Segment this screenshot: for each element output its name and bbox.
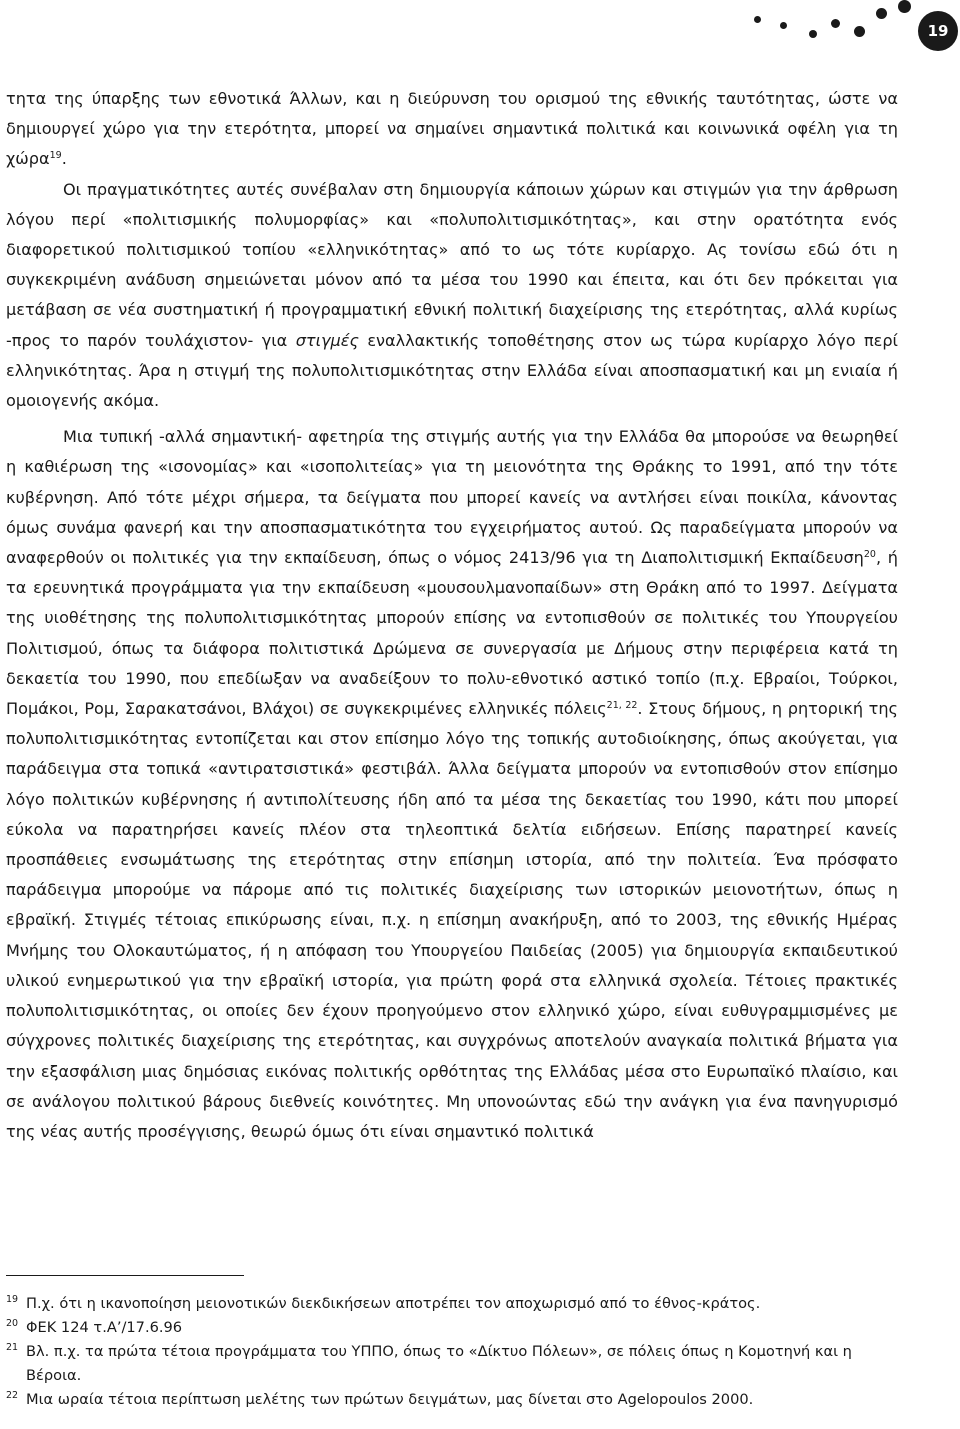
paragraph-text: Μια τυπική -αλλά σημαντική- αφετηρία της στιγμής αυτής για την Ελλάδα θα μπορούσε να θεωρηθεί η καθιέρωση της «ισονομίας» και «ισοπολιτείας» για τη μειονότητα της Θράκης το 1991, από την τότε κυβέρνηση. Από τότε μέχρι σήμερα, τα δείγματα που μπορεί κανείς να αντλήσει είναι ποικίλα, κάνοντας όμως συνάμα φανερή και την αποσπασματικότητα του εγχειρήματος αυτού. Ως παραδείγματα μπορούν να αναφερθούν οι πολιτικές για την εκπαίδευση, όπως ο νόμος 2413/96 για τη Διαπολιτισμική Εκπαίδευση	[6, 427, 898, 568]
paragraph-text: , ή τα ερευνητικά προγράμματα για την εκπαίδευση «μουσουλμανοπαίδων» στη Θράκη από το 1997. Δείγματα της υιοθέτησης της πολυπολιτισμικότητας μπορούν επίσης να εντοπισθούν σε πολιτικές του Υπουργείου Πολιτισμού, όπως τα διάφορα πολιτιστικά Δρώμενα σε συνεργασία με Δήμους στην περιφέρεια κατά τη δεκαετία του 1990, που επεδίωξαν να αναδείξουν το πολυ-εθνοτικό αστικό τοπίο (π.χ. Εβραίοι, Τούρκοι, Πομάκοι, Ρομ, Σαρακατσάνοι, Βλάχοι) σε συγκεκριμένες ελληνικές πόλεις	[6, 548, 898, 719]
paragraph-3	[6, 422, 898, 1147]
paragraph-text: Οι πραγματικότητες αυτές συνέβαλαν στη δημιουργία κάποιων χώρων και στιγμών για την άρθρωση λόγου περί «πολιτισμικής πολυμορφίας» και «πολυπολιτισμικότητας», και στην ορατότητα ενός διαφορετικού πολιτισμικού τοπίου «ελληνικότητας» από το ως τότε κυρίαρχο. Ας τονίσω εδώ ότι η συγκεκριμένη ανάδυση σημειώνεται μόνον από τα μέσα του 1990 και έπειτα, και ότι δεν πρόκειται για μετάβαση σε νέα συστηματική ή προγραμματική εθνική πολιτική διαχείρισης της ετερότητας, αλλά κυρίως -προς το παρόν τουλάχιστον- για	[6, 179, 898, 350]
decorative-dot	[854, 26, 865, 37]
footnote-22	[6, 1388, 898, 1412]
body-text	[6, 84, 898, 1147]
page-number: 19	[927, 22, 949, 40]
footnote-number: 21	[6, 1342, 19, 1353]
footnote-21	[6, 1340, 898, 1388]
decorative-dot	[898, 0, 911, 13]
footnote-ref-20[interactable]: 20	[863, 549, 876, 561]
emphasis-text: στιγμές	[295, 330, 359, 350]
decorative-dot	[876, 8, 887, 19]
footnote-19	[6, 1292, 898, 1316]
footnote-ref-22[interactable]: 22	[625, 700, 638, 712]
footnote-text: Βλ. π.χ. τα πρώτα τέτοια προγράμματα του ΥΠΠΟ, όπως το «Δίκτυο Πόλεων», σε πόλεις όπως η Κομοτηνή και η Βέροια.	[26, 1343, 852, 1384]
paragraph-text: .	[61, 149, 67, 169]
header-decoration	[730, 0, 960, 60]
footnote-text: Π.χ. ότι η ικανοποίηση μειονοτικών διεκδικήσεων αποτρέπει τον αποχωρισμό από το έθνος-κράτος.	[26, 1295, 761, 1312]
decorative-dot	[780, 22, 787, 29]
footnote-number: 22	[6, 1390, 19, 1401]
paragraph-text: τητα της ύπαρξης των εθνοτικά Άλλων, και η διεύρυνση του ορισμού της εθνικής ταυτότητας, ώστε να δημιουργεί χώρο για την ετερότητα, μπορεί να σημαίνει σημαντικά πολιτικά και κοινωνικά οφέλη για τη χώρα	[6, 89, 898, 169]
footnote-ref-21[interactable]: 21	[606, 700, 619, 712]
paragraph-1	[6, 84, 898, 175]
decorative-dot	[831, 19, 840, 28]
decorative-dot	[754, 16, 761, 23]
footnote-20	[6, 1316, 898, 1340]
page-number-badge	[918, 11, 958, 51]
paragraph-text: . Στους δήμους, η ρητορική της πολυπολιτισμικότητας εντοπίζεται και στον επίσημο λόγο της τοπικής αυτοδιοίκησης, όπως ακούγεται, για παράδειγμα στα τοπικά «αντιρατσιστικά» φεστιβάλ. Άλλα δείγματα μπορούν να εντοπισθούν στον επίσημο λόγο πολιτικών κυβέρνησης ή αντιπολίτευσης ήδη από τα μέσα της δεκαετίας του 1990, κάτι που μπορεί εύκολα να παρατηρήσει κανείς πλέον στα τηλεοπτικά δελτία ειδήσεων. Επίσης παρατηρεί κανείς προσπάθειες ενσωμάτωσης της ετερότητας στην επίσημη ιστορία, από την πολιτεία. Ένα πρόσφατο παράδειγμα μπορούμε να πάρομε από τις πολιτικές διαχείρισης των ιστορικών μειονοτήτων, όπως η εβραϊκή. Στιγμές τέτοιας επικύρωσης είναι, π.χ. η επίσημη ανακήρυξη, από το 2003, της εθνικής Ημέρας Μνήμης του Ολοκαυτώματος, ή η απόφαση του Υπουργείου Παιδείας (2005) για δημιουργία εκπαιδευτικού υλικού ενημερωτικού για την εβραϊκή ιστορία, για πρώτη φορά στα ελληνικά σχολεία. Τέτοιες πρακτικές πολυπολιτισμικότητας, οι οποίες δεν έχουν προηγούμενο στον ελληνικό χώρο, είναι ευθυγραμμισμένες με σύγχρονες πολιτικές διαχείρισης της ετερότητας, και συγχρόνως αποτελούν αναγκαία πολιτικά βήματα για την εξασφάλιση μιας δημόσιας εικόνας πολιτικής ορθότητας της Ελλάδας μέσα στο Ευρωπαϊκό πλαίσιο, και σε ανάλογου πολιτικού βάρους διεθνείς κοινότητες. Μη υπονοώντας εδώ την ανάγκη για ένα πανηγυρισμό της νέας αυτής προσέγγισης, θεωρώ όμως ότι είναι σημαντικό πολιτικά	[6, 699, 899, 1141]
footnote-divider	[6, 1275, 244, 1276]
paragraph-2	[6, 175, 898, 417]
footnote-text: Μια ωραία τέτοια περίπτωση μελέτης των πρώτων δειγμάτων, μας δίνεται στο Agelopoulos 2000.	[26, 1391, 754, 1408]
footnotes	[6, 1292, 898, 1412]
footnote-number: 20	[6, 1318, 19, 1329]
footnote-text: ΦΕΚ 124 τ.Α’/17.6.96	[26, 1319, 183, 1336]
footnote-ref-19[interactable]: 19	[49, 150, 62, 162]
footnote-number: 19	[6, 1294, 19, 1305]
paragraph-text: εναλλακτικής τοποθέτησης στον ως τώρα κυρίαρχο λόγο περί ελληνικότητας. Άρα η στιγμή της πολυπολιτισμικότητας στην Ελλάδα είναι αποσπασματική και μη ενιαία ή ομοιογενής ακόμα.	[6, 330, 898, 411]
footnote-ref-separator: ,	[618, 700, 626, 712]
decorative-dot	[809, 30, 817, 38]
